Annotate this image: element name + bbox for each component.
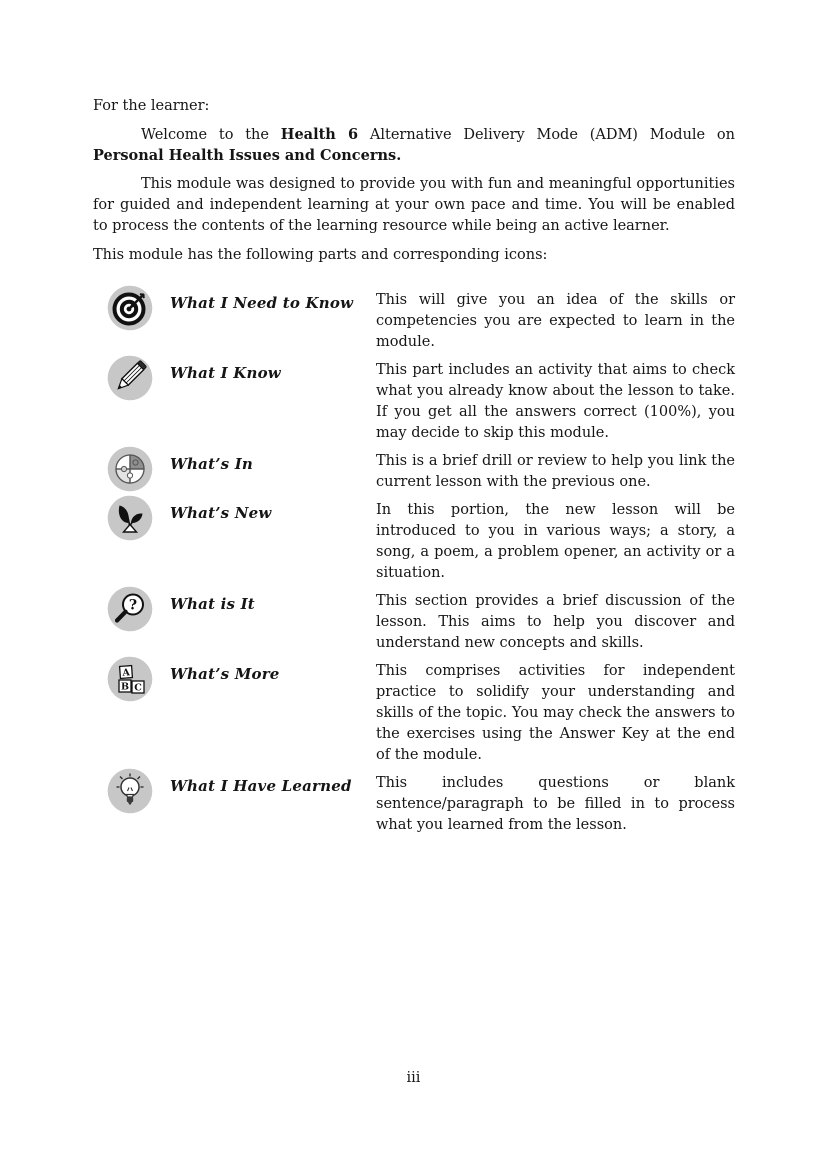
part-description: This includes questions or blank sentence/paragraph to be filled in to process what you learned from the lesson. [376,774,735,833]
svg-text:B: B [120,681,130,693]
part-label: What is It [170,594,255,613]
puzzle-icon [107,446,153,492]
module-part-row [93,773,735,836]
part-label: What’s In [170,454,254,473]
svg-text:A: A [122,666,131,679]
abc-blocks-icon [107,656,153,702]
part-description: This comprises activities for independent practice to solidify your understanding and skills of the topic. You may check the answers to the exercises using the Answer Key at the end of the module. [376,662,735,763]
part-label: What I Need to Know [170,293,354,312]
svg-text:C: C [134,682,142,694]
part-description: This will give you an idea of the skills or competencies you are expected to learn in the module. [376,291,735,350]
part-description: In this portion, the new lesson will be introduced to you in various ways; a story, a song, a poem, a problem opener, an activity or a situation. [376,501,735,581]
welcome-paragraph [93,125,735,167]
sprout-icon [107,495,153,541]
part-label: What’s More [170,664,280,683]
magnifier-question-icon [107,586,153,632]
module-part-row [93,500,735,584]
svg-text:?: ? [128,597,138,614]
part-label: What I Know [170,363,281,382]
part-description: This section provides a brief discussion of the lesson. This aims to help you discover and understand new concepts and skills. [376,592,735,651]
page-number: iii [406,1070,421,1086]
module-part-row [93,360,735,444]
bold-health-6: Health 6 [280,125,359,143]
module-design-paragraph: This module was designed to provide you with fun and meaningful opportunities for guided and independent learning at your own pace and time. You will be enabled to process the contents of the learning resource while being an active learner. [93,176,735,234]
bulb-icon [107,768,153,814]
module-parts-table [93,290,735,836]
part-label: What’s New [170,503,272,522]
module-part-row [93,661,735,766]
bold-module-title: Personal Health Issues and Concerns. [93,146,402,164]
module-part-row [93,290,735,353]
target-icon [107,285,153,331]
part-label: What I Have Learned [170,776,352,795]
part-description: This part includes an activity that aims to check what you already know about the lesson to take. If you get all the answers correct (100%), you may decide to skip this module. [376,361,735,441]
module-part-row [93,591,735,654]
welcome-text-2: Alternative Delivery Mode (ADM) Module on [358,126,735,143]
pencil-icon [107,355,153,401]
welcome-text-1: Welcome to the [141,126,281,143]
parts-intro-paragraph: This module has the following parts and corresponding icons: [93,246,548,263]
part-description: This is a brief drill or review to help you link the current lesson with the previous one. [376,452,735,490]
module-part-row [93,451,735,493]
for-the-learner-heading: For the learner: [93,98,210,114]
page-content [93,96,735,843]
